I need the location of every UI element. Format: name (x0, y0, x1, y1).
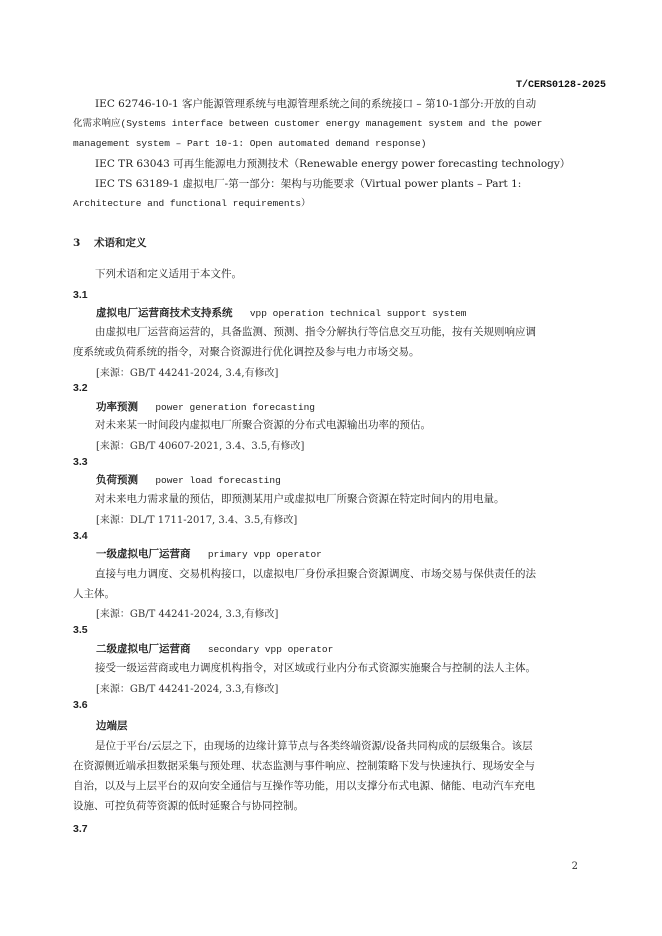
section-number: 3 (73, 237, 81, 249)
term-source: [来源：GB/T 44241-2024, 3.3,有修改] (96, 609, 279, 620)
term-definition: 在资源侧近端承担数据采集与预处理、状态监测与事件响应、控制策略下发与快速执行、现场安全与 (73, 760, 535, 772)
term-definition: 度系统或负荷系统的指令，对聚合资源进行优化调控及参与电力市场交易。 (73, 346, 420, 358)
term-zh: 二级虚拟电厂运营商 (96, 643, 191, 655)
term-en: primary vpp operator (207, 549, 322, 560)
section-title: 术语和定义 (93, 237, 147, 249)
term-number: 3.2 (73, 382, 88, 394)
term-number: 3.3 (73, 456, 88, 468)
reference-line: 化需求响应(Systems interface between customer energy management system and the power (73, 118, 543, 129)
term-source: [来源：DL/T 1711-2017, 3.4、3.5,有修改] (96, 515, 298, 526)
term-zh: 一级虚拟电厂运营商 (96, 548, 191, 560)
term-zh: 虚拟电厂运营商技术支持系统 (96, 307, 233, 319)
term-definition: 接受一级运营商或电力调度机构指令，对区域或行业内分布式资源实施聚合与控制的法人主体。 (95, 662, 536, 674)
term-number: 3.1 (73, 289, 88, 301)
section-heading (73, 235, 146, 250)
term-definition: 对未来电力需求量的预估，即预测某用户或虚拟电厂所聚合资源在特定时间内的用电量。 (95, 493, 505, 505)
term-definition: 人主体。 (73, 588, 115, 600)
term-title (96, 546, 322, 561)
term-definition: 由虚拟电厂运营商运营的，具备监测、预测、指令分解执行等信息交互功能，按有关规则响应调 (95, 326, 536, 338)
term-en: secondary vpp operator (207, 644, 334, 655)
term-en: vpp operation technical support system (249, 308, 467, 319)
term-zh: 负荷预测 (96, 474, 138, 486)
normative-references-list (73, 94, 593, 214)
term-source: [来源：GB/T 40607-2021, 3.4、3.5,有修改] (96, 441, 305, 452)
reference-line: IEC TR 63043 可再生能源电力预测技术（Renewable energy power forecasting technology） (95, 158, 571, 170)
section-intro: 下列术语和定义适用于本文件。 (95, 268, 242, 280)
term-title (96, 718, 142, 733)
term-title (96, 641, 333, 656)
page-number: 2 (571, 861, 578, 872)
term-zh: 功率预测 (96, 401, 138, 413)
term-definition: 是位于平台/云层之下，由现场的边缘计算节点与各类终端资源/设备共同构成的层级集合。该层 (95, 740, 533, 752)
term-number: 3.7 (73, 823, 88, 835)
reference-line: IEC TS 63189-1 虚拟电厂-第一部分：架构与功能要求（Virtual power plants – Part 1: (95, 178, 522, 190)
term-source: [来源：GB/T 44241-2024, 3.3,有修改] (96, 684, 279, 695)
term-source: [来源：GB/T 44241-2024, 3.4,有修改] (96, 368, 279, 379)
term-definition: 设施、可控负荷等资源的低时延聚合与协同控制。 (73, 800, 304, 812)
term-en: power generation forecasting (155, 402, 315, 413)
term-title (96, 399, 315, 414)
document-code: T/CERS0128-2025 (515, 80, 606, 91)
term-title (96, 305, 466, 320)
term-zh: 边端层 (96, 720, 128, 732)
reference-line: management system – Part 10-1: Open automated demand response) (73, 138, 427, 149)
reference-line: Architecture and functional requirements） (73, 198, 311, 209)
term-en: power load forecasting (155, 475, 281, 486)
term-definition: 对未来某一时间段内虚拟电厂所聚合资源的分布式电源输出功率的预估。 (95, 419, 431, 431)
term-definition: 自治，以及与上层平台的双向安全通信与互操作等功能，用以支撑分布式电源、储能、电动汽车充电 (73, 780, 535, 792)
term-definition: 直接与电力调度、交易机构接口，以虚拟电厂身份承担聚合资源调度、市场交易与保供责任的法 (95, 568, 536, 580)
term-number: 3.4 (73, 530, 88, 542)
term-number: 3.6 (73, 699, 88, 711)
term-title (96, 472, 281, 487)
term-number: 3.5 (73, 624, 88, 636)
reference-line: IEC 62746-10-1 客户能源管理系统与电源管理系统之间的系统接口 – 第10-1部分:开放的自动 (95, 98, 537, 110)
